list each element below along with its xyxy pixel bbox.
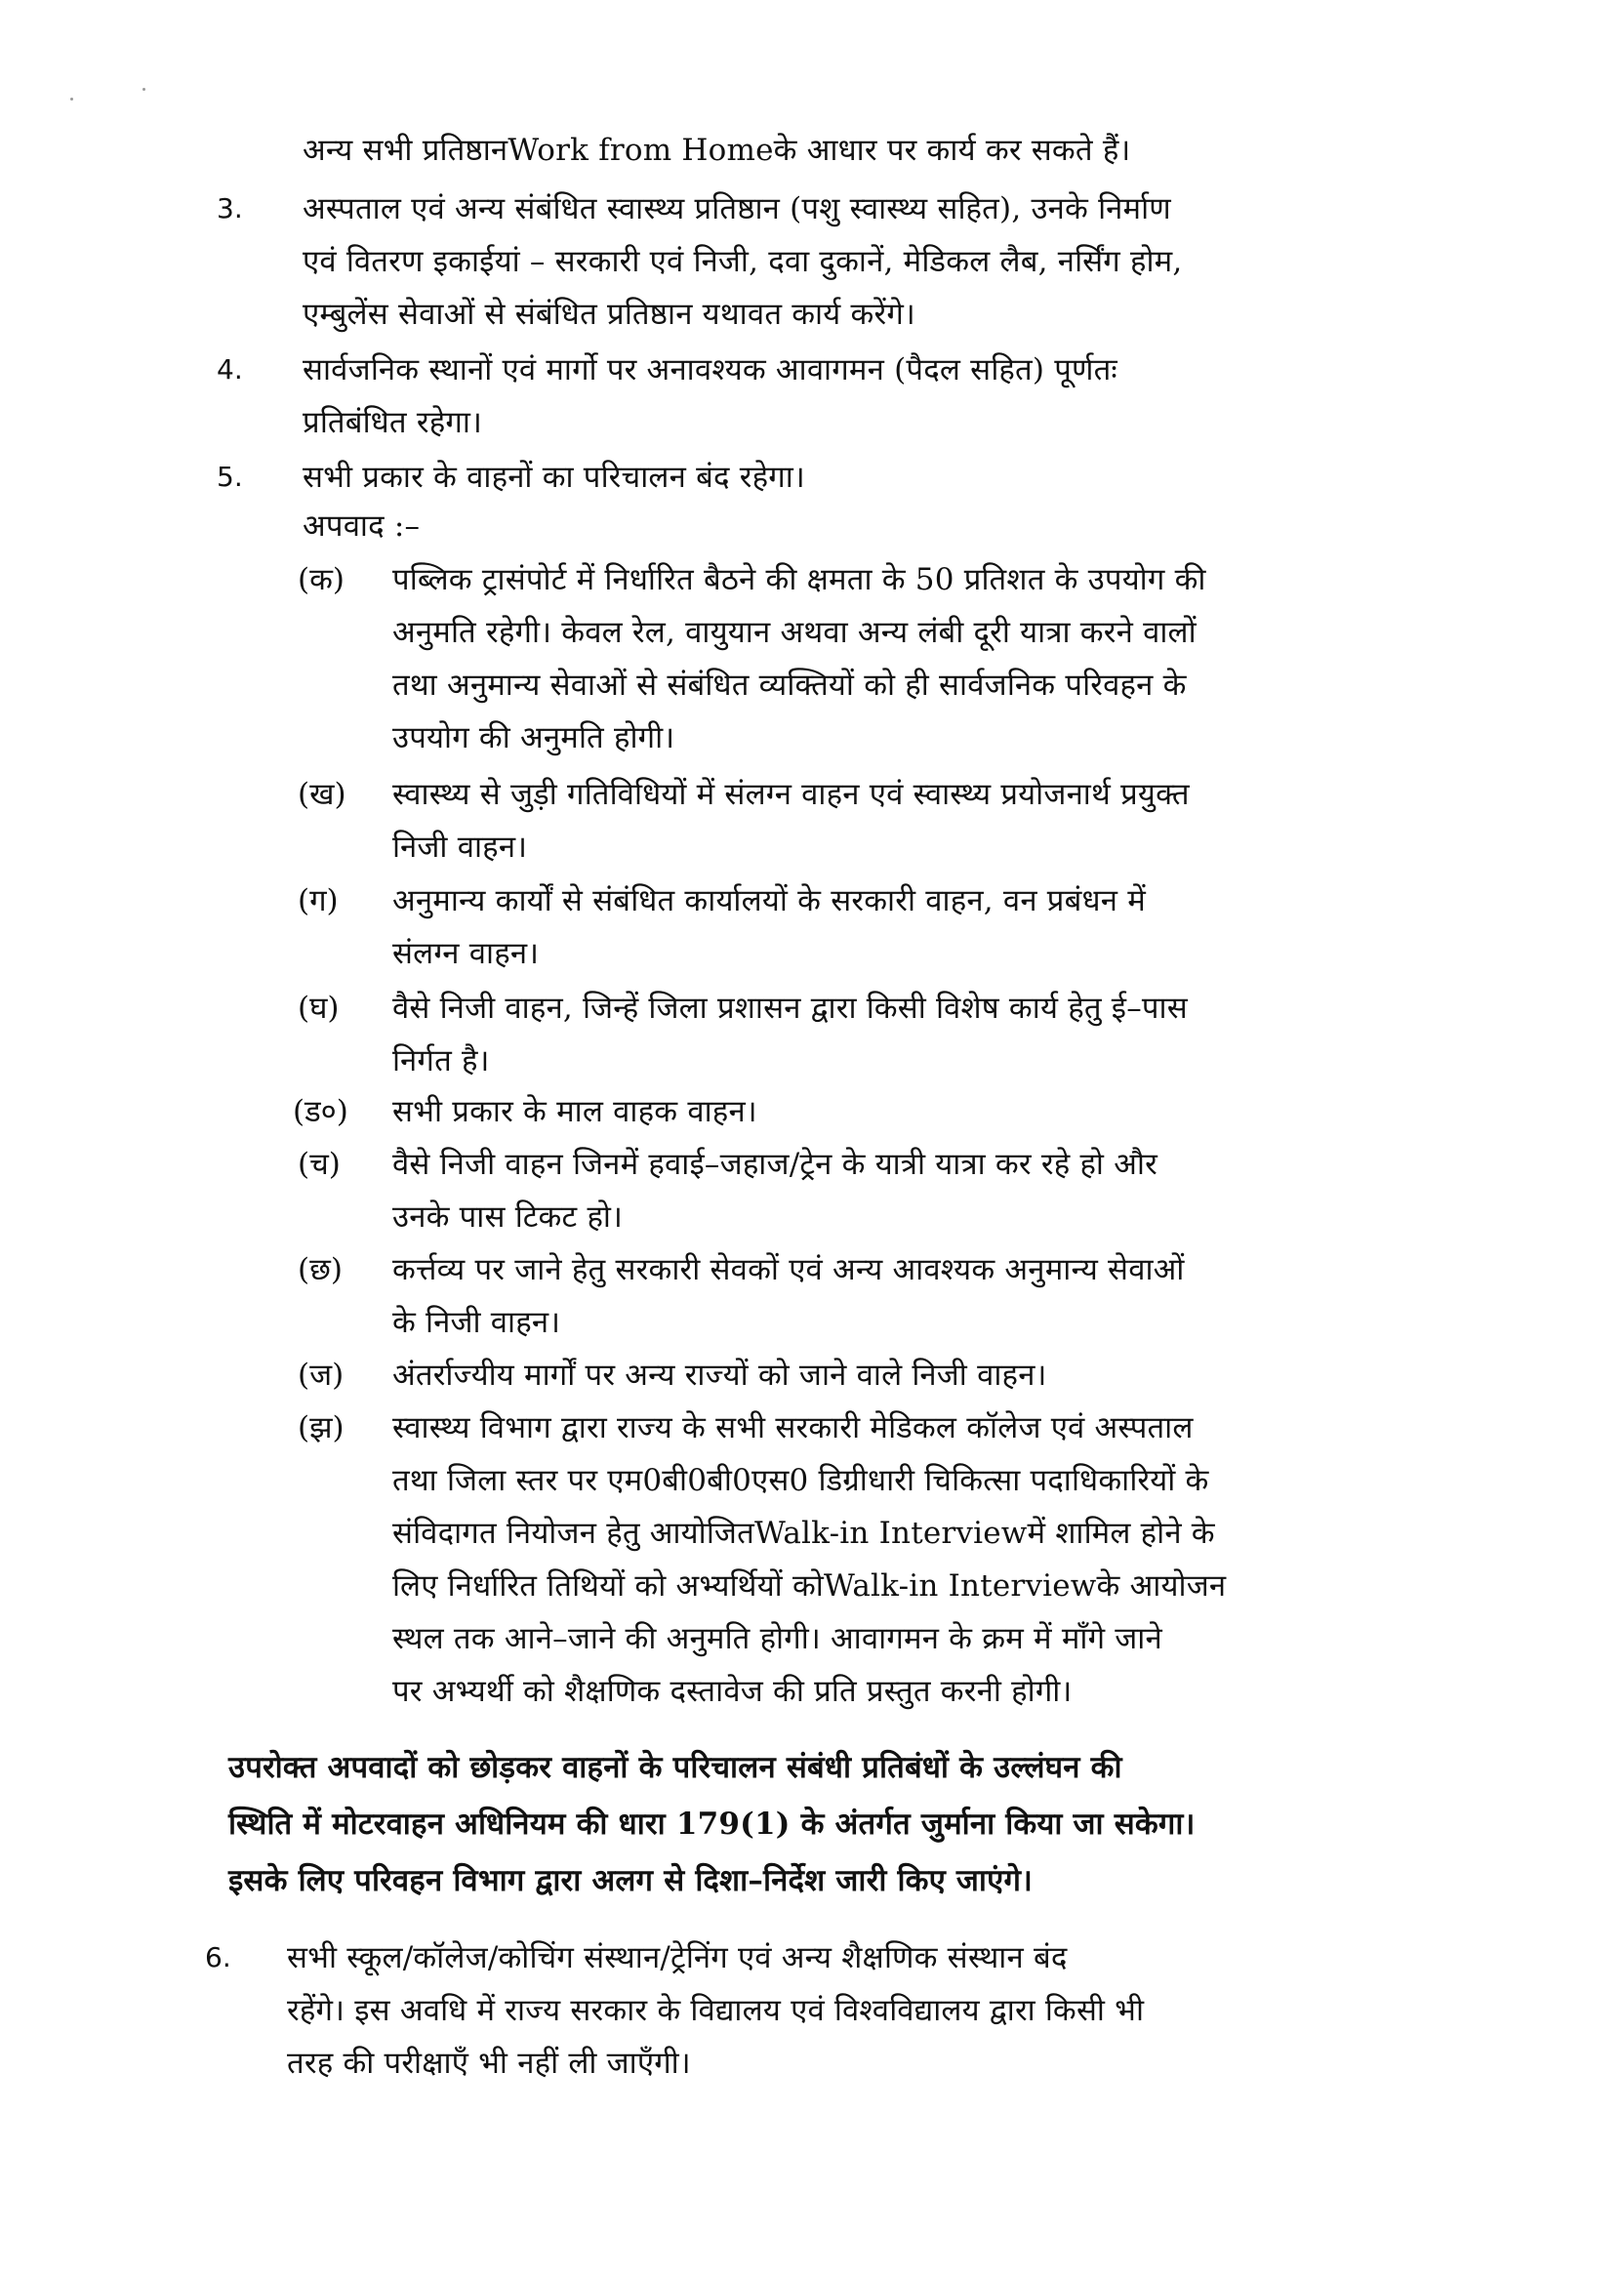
exception-mark-ga: (ग): [298, 883, 339, 918]
penalty-note-line-2: स्थिति में मोटरवाहन अधिनियम की धारा 179(1) के अंतर्गत जुर्माना किया जा सकेगा।: [228, 1807, 1196, 1842]
penalty-note-line-3: इसके लिए परिवहन विभाग द्वारा अलग से दिशा–निर्देश जारी किए जाएंगे।: [228, 1863, 1034, 1898]
item-6-number: 6.: [205, 1941, 231, 1973]
exception-chha-line-1: कर्त्तव्य पर जाने हेतु सरकारी सेवकों एवं अन्य आवश्यक अनुमान्य सेवाओं: [392, 1252, 1185, 1287]
exception-mark-gha: (घ): [298, 991, 340, 1026]
exception-chha-line-2: के निजी वाहन।: [392, 1305, 561, 1340]
exception-mark-chha: (छ): [298, 1252, 343, 1287]
item-3-line-2: एवं वितरण इकाईयां – सरकारी एवं निजी, दवा दुकानें, मेडिकल लैब, नर्सिंग होम,: [303, 244, 1183, 279]
item-6-line-1: सभी स्कूल/कॉलेज/कोचिंग संस्थान/ट्रेनिंग एवं अन्य शैक्षणिक संस्थान बंद: [287, 1940, 1068, 1975]
item-3-line-3: एम्बुलेंस सेवाओं से संबंधित प्रतिष्ठान यथावत कार्य करेंगे।: [303, 297, 916, 332]
exception-ga-line-1: अनुमान्य कार्यों से संबंधित कार्यालयों के सरकारी वाहन, वन प्रबंधन में: [392, 883, 1146, 918]
exception-mark-cha: (च): [298, 1147, 341, 1182]
intro-continuation: अन्य सभी प्रतिष्ठानWork from Homeके आधार पर कार्य कर सकते हैं।: [303, 133, 1131, 168]
scan-speck: [70, 98, 73, 101]
exception-kha-line-1: स्वास्थ्य से जुड़ी गतिविधियों में संलग्न वाहन एवं स्वास्थ्य प्रयोजनार्थ प्रयुक्त: [392, 777, 1190, 812]
exception-ja-line-1: अंतर्राज्यीय मार्गों पर अन्य राज्यों को जाने वाले निजी वाहन।: [392, 1358, 1047, 1393]
item-4-line-2: प्रतिबंधित रहेगा।: [303, 405, 483, 440]
exception-ka-line-2: अनुमति रहेगी। केवल रेल, वायुयान अथवा अन्य लंबी दूरी यात्रा करने वालों: [392, 615, 1197, 650]
exception-cha-line-2: उनके पास टिकट हो।: [392, 1199, 624, 1235]
exception-gha-line-1: वैसे निजी वाहन, जिन्हें जिला प्रशासन द्वारा किसी विशेष कार्य हेतु ई–पास: [392, 991, 1188, 1026]
exception-ga-line-2: संलग्न वाहन।: [392, 936, 540, 971]
exception-mark-jha: (झ): [298, 1410, 345, 1445]
item-5-line-1: सभी प्रकार के वाहनों का परिचालन बंद रहेगा।: [303, 460, 805, 495]
exception-jha-line-6: पर अभ्यर्थी को शैक्षणिक दस्तावेज की प्रति प्रस्तुत करनी होगी।: [392, 1674, 1073, 1709]
scan-speck: [142, 88, 145, 91]
exception-kha-line-2: निजी वाहन।: [392, 830, 528, 865]
exception-cha-line-1: वैसे निजी वाहन जिनमें हवाई–जहाज/ट्रेन के यात्री यात्रा कर रहे हो और: [392, 1147, 1157, 1182]
item-6-line-3: तरह की परीक्षाएँ भी नहीं ली जाएँगी।: [287, 2046, 691, 2081]
item-4-line-1: सार्वजनिक स्थानों एवं मार्गो पर अनावश्यक आवागमन (पैदल सहित) पूर्णतः: [303, 352, 1117, 387]
item-5-number: 5.: [217, 461, 243, 493]
exception-ka-line-1: पब्लिक ट्रासंपोर्ट में निर्धारित बैठने की क्षमता के 50 प्रतिशत के उपयोग की: [392, 562, 1206, 597]
exception-mark-nga: (ड०): [293, 1094, 348, 1129]
exception-jha-line-3: संविदागत नियोजन हेतु आयोजितWalk-in Interviewमें शामिल होने के: [392, 1516, 1215, 1551]
exception-jha-line-5: स्थल तक आने–जाने की अनुमति होगी। आवागमन के क्रम में माँगे जाने: [392, 1621, 1162, 1656]
exception-gha-line-2: निर्गत है।: [392, 1043, 490, 1078]
exception-mark-kha: (ख): [298, 777, 346, 812]
exception-jha-line-1: स्वास्थ्य विभाग द्वारा राज्य के सभी सरकारी मेडिकल कॉलेज एवं अस्पताल: [392, 1410, 1194, 1445]
exception-ka-line-3: तथा अनुमान्य सेवाओं से संबंधित व्यक्तियों को ही सार्वजनिक परिवहन के: [392, 668, 1187, 703]
item-3-number: 3.: [217, 192, 243, 224]
exception-jha-line-4: लिए निर्धारित तिथियों को अभ्यर्थियों कोWalk-in Interviewके आयोजन: [392, 1568, 1227, 1604]
item-6-line-2: रहेंगे। इस अवधि में राज्य सरकार के विद्यालय एवं विश्वविद्यालय द्वारा किसी भी: [287, 1993, 1145, 2028]
item-3-line-1: अस्पताल एवं अन्य संबंधित स्वास्थ्य प्रतिष्ठान (पशु स्वास्थ्य सहित), उनके निर्माण: [303, 191, 1171, 226]
exception-nga-line-1: सभी प्रकार के माल वाहक वाहन।: [392, 1094, 757, 1129]
exception-ka-line-4: उपयोग की अनुमति होगी।: [392, 720, 675, 755]
exception-mark-ja: (ज): [298, 1358, 345, 1393]
item-4-number: 4.: [217, 353, 243, 386]
exception-jha-line-2: तथा जिला स्तर पर एम0बी0बी0एस0 डिग्रीधारी चिकित्सा पदाधिकारियों के: [392, 1463, 1209, 1498]
exception-mark-ka: (क): [298, 562, 345, 597]
penalty-note-line-1: उपरोक्त अपवादों को छोड़कर वाहनों के परिचालन संबंधी प्रतिबंधों के उल्लंघन की: [228, 1750, 1122, 1785]
exceptions-heading: अपवाद :–: [303, 508, 421, 544]
